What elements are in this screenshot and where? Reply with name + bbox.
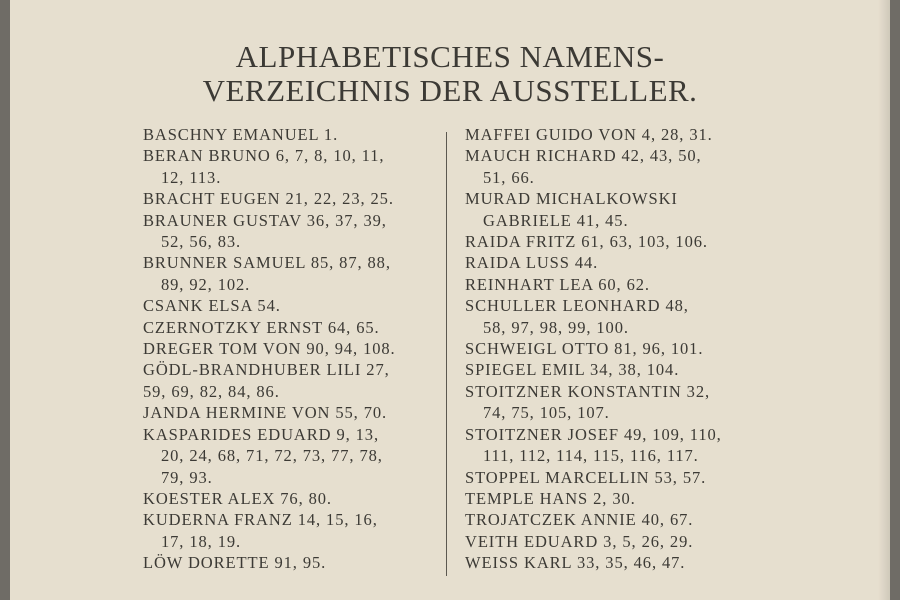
index-entry: STOITZNER JOSEF 49, 109, 110, 111, 112, 114, 115, 116, 117. <box>465 424 722 466</box>
index-entry: CSANK ELSA 54. <box>143 296 281 316</box>
index-entry: MAUCH RICHARD 42, 43, 50, 51, 66. <box>465 146 702 187</box>
index-entry: BRUNNER SAMUEL 85, 87, 88, 89, 92, 102. <box>143 253 391 294</box>
index-entry: RAIDA LUSS 44. <box>465 253 599 273</box>
index-column-right <box>465 124 770 574</box>
index-entry: KUDERNA FRANZ 14, 15, 16, 17, 18, 19. <box>143 510 378 551</box>
index-entry: KOESTER ALEX 76, 80. <box>143 488 332 508</box>
page-title <box>10 40 890 108</box>
index-entry: SCHULLER LEONHARD 48, 58, 97, 98, 99, 100. <box>465 296 689 337</box>
index-entry: LÖW DORETTE 91, 95. <box>143 553 327 573</box>
index-entry: GÖDL-BRANDHUBER LILI 27, 59, 69, 82, 84, 86. <box>143 360 390 401</box>
index-entry: BASCHNY EMANUEL 1. <box>143 125 339 144</box>
index-entry: BERAN BRUNO 6, 7, 8, 10, 11, 12, 113. <box>143 146 385 187</box>
index-entry: KASPARIDES EDUARD 9, 13, 20, 24, 68, 71, 72, 73, 77, 78, 79, 93. <box>143 424 383 487</box>
index-entry: SCHWEIGL OTTO 81, 96, 101. <box>465 339 704 359</box>
index-entry: WEISS KARL 33, 35, 46, 47. <box>465 553 686 573</box>
index-entry: MURAD MICHALKOWSKI GABRIELE 41, 45. <box>465 189 678 230</box>
index-entry: VEITH EDUARD 3, 5, 26, 29. <box>465 531 694 551</box>
index-entry: CZERNOTZKY ERNST 64, 65. <box>143 317 380 337</box>
book-page <box>10 0 890 600</box>
index-entry: TROJATCZEK ANNIE 40, 67. <box>465 510 694 530</box>
title-line-2: VERZEICHNIS DER AUSSTELLER. <box>202 73 698 108</box>
index-entry: BRAUNER GUSTAV 36, 37, 39, 52, 56, 83. <box>143 210 387 252</box>
index-entry: DREGER TOM VON 90, 94, 108. <box>143 339 396 359</box>
index-entry: STOPPEL MARCELLIN 53, 57. <box>465 467 707 487</box>
index-entry: JANDA HERMINE VON 55, 70. <box>143 403 388 423</box>
index-column-left <box>143 124 443 574</box>
index-entry: REINHART LEA 60, 62. <box>465 274 650 294</box>
index-entry: SPIEGEL EMIL 34, 38, 104. <box>465 360 680 380</box>
index-entry: BRACHT EUGEN 21, 22, 23, 25. <box>143 189 394 209</box>
index-entry: MAFFEI GUIDO VON 4, 28, 31. <box>465 125 713 144</box>
index-entry: STOITZNER KONSTANTIN 32, 74, 75, 105, 107. <box>465 381 711 423</box>
column-divider <box>446 132 447 576</box>
title-line-1: ALPHABETISCHES NAMENS- <box>235 39 665 74</box>
index-entry: TEMPLE HANS 2, 30. <box>465 488 636 508</box>
index-entry: RAIDA FRITZ 61, 63, 103, 106. <box>465 232 708 252</box>
